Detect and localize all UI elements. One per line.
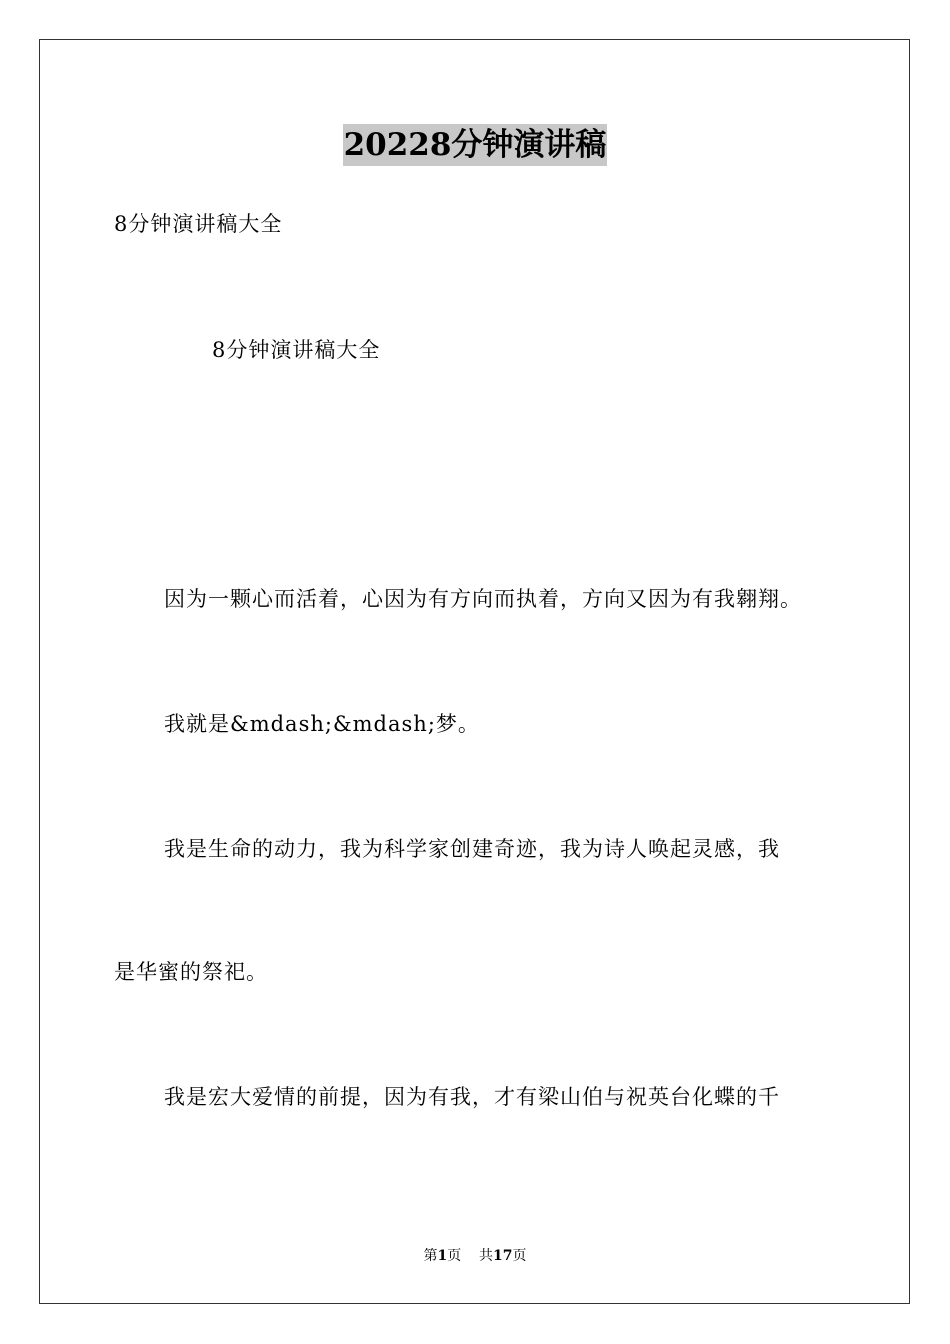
- document-title: 20228分钟演讲稿: [343, 124, 608, 166]
- footer-page-number: 1: [437, 1248, 448, 1264]
- paragraph-2: 我就是&mdash;&mdash;梦。: [164, 712, 480, 736]
- section-heading: 8分钟演讲稿大全: [212, 338, 381, 362]
- footer-page-prefix: 第: [423, 1248, 438, 1264]
- paragraph-3-line-1: 我是生命的动力，我为科学家创建奇迹，我为诗人唤起灵感，我: [164, 837, 780, 861]
- paragraph-3-line-2: 是华蜜的祭祀。: [114, 960, 268, 984]
- footer-total-pages: 17: [493, 1248, 513, 1264]
- paragraph-1: 因为一颗心而活着，心因为有方向而执着，方向又因为有我翱翔。: [164, 587, 802, 611]
- footer-page-suffix: 页: [447, 1248, 462, 1264]
- footer-total-prefix: 共: [479, 1248, 494, 1264]
- footer-total-suffix: 页: [512, 1248, 527, 1264]
- paragraph-4-line-1: 我是宏大爱情的前提，因为有我，才有梁山伯与祝英台化蝶的千: [164, 1085, 780, 1109]
- title-container: [0, 124, 950, 166]
- document-subtitle: 8分钟演讲稿大全: [114, 212, 283, 236]
- page-footer: [0, 1246, 950, 1266]
